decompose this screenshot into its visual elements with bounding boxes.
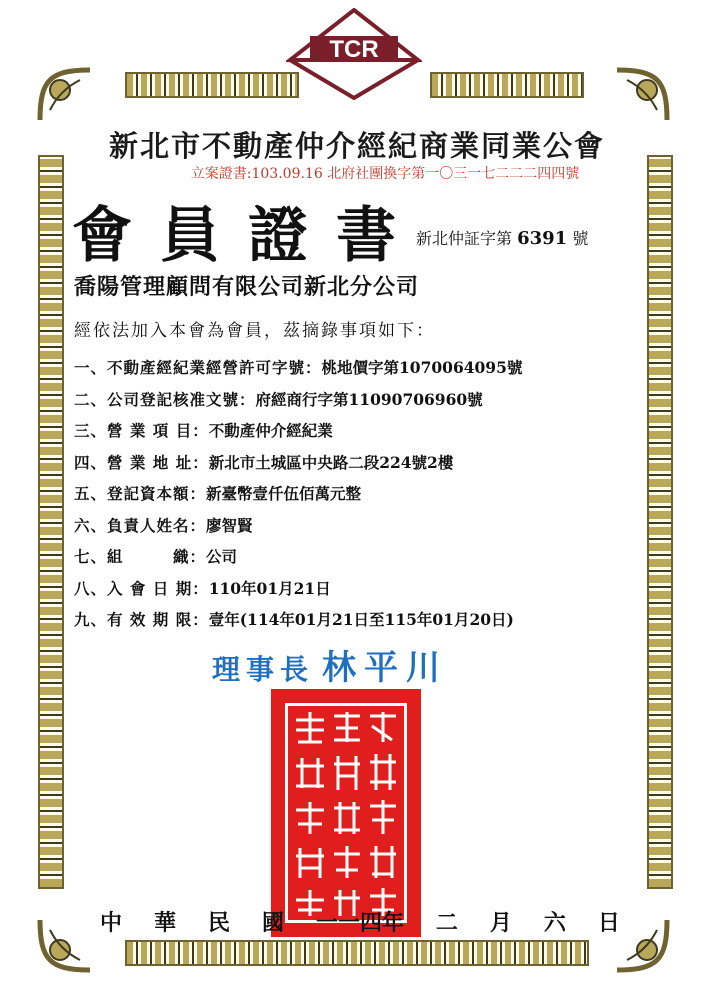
chairman-signature (212, 640, 448, 689)
item-value: 新北市土城區中央路二段224號2樓 (208, 452, 454, 472)
corner-ornament-icon (607, 60, 677, 130)
member-company-name: 喬陽管理顧問有限公司新北分公司 (74, 274, 420, 300)
association-name: 新北市不動產仲介經紀商業同業公會 (108, 129, 605, 163)
item-label: 五、登記資本額： (74, 484, 207, 503)
registration-line: 立案證書:103.09.16 北府社團換字第一〇三一七二二二四四號 (190, 166, 580, 182)
border-left-band (38, 155, 64, 889)
item-value: 壹年(114年01月21日至115年01月20日) (208, 610, 514, 629)
border-top-right-band (430, 72, 584, 98)
date-char: 民 (207, 910, 230, 936)
list-item (74, 514, 594, 546)
corner-ornament-icon (30, 60, 100, 130)
item-value: 不動產仲介經紀業 (208, 421, 333, 440)
item-value: 110年01月21日 (208, 578, 331, 598)
date-char: 華 (153, 910, 176, 936)
item-label: 八、入 會 日 期： (74, 578, 209, 598)
list-item (74, 451, 594, 483)
intro-text: 經依法加入本會為會員，茲摘錄事項如下： (74, 321, 435, 341)
corner-ornament-icon (30, 910, 100, 980)
list-item (74, 608, 594, 640)
logo-text: TCR (329, 36, 379, 63)
item-value: 公司 (206, 547, 238, 566)
item-label: 二、公司登記核准文號： (74, 389, 256, 409)
list-item (74, 419, 594, 451)
item-label: 七、組 織： (74, 547, 207, 566)
date-char: 六 (543, 910, 566, 936)
date-char: 日 (597, 910, 620, 936)
red-seal-icon (271, 689, 421, 937)
date-char: 中 (100, 910, 123, 936)
list-item (74, 545, 594, 577)
chairman-title: 理事長 (212, 653, 315, 686)
tcr-logo-icon (286, 8, 422, 100)
cert-number-prefix: 新北仲証字第 (416, 229, 513, 248)
item-label: 九、有 效 期 限： (74, 610, 209, 629)
item-label: 四、營 業 地 址： (74, 452, 209, 472)
list-item (74, 577, 594, 609)
item-value: 新臺幣壹仟伍佰萬元整 (206, 484, 362, 503)
certificate-title: 會員證書 (72, 201, 424, 271)
issue-date (100, 906, 620, 937)
cert-number-value: 6391 (517, 228, 568, 249)
list-item (74, 482, 594, 514)
cert-number-suffix: 號 (572, 229, 589, 248)
certificate-number (416, 226, 588, 249)
item-value: 府經商行字第11090706960號 (255, 389, 483, 409)
chairman-name: 林平川 (322, 648, 449, 688)
list-item (74, 388, 594, 420)
date-char: 國 (261, 910, 284, 936)
date-year: 一一四年 (315, 910, 404, 936)
border-bottom-band (125, 940, 589, 966)
seal-inner-border (285, 703, 407, 923)
item-value: 廖智賢 (206, 515, 253, 535)
border-right-band (647, 155, 673, 889)
item-label: 一、不動產經紀業經營許可字號： (74, 358, 322, 377)
date-char: 月 (489, 910, 512, 936)
item-label: 三、營 業 項 目： (74, 421, 209, 440)
border-top-left-band (125, 72, 299, 98)
item-value: 桃地價字第1070064095號 (321, 358, 523, 377)
list-item (74, 356, 594, 388)
date-char: 二 (435, 910, 458, 936)
seal-glyphs-icon (288, 706, 404, 920)
item-label: 六、負責人姓名： (74, 515, 207, 535)
item-list (74, 356, 594, 640)
